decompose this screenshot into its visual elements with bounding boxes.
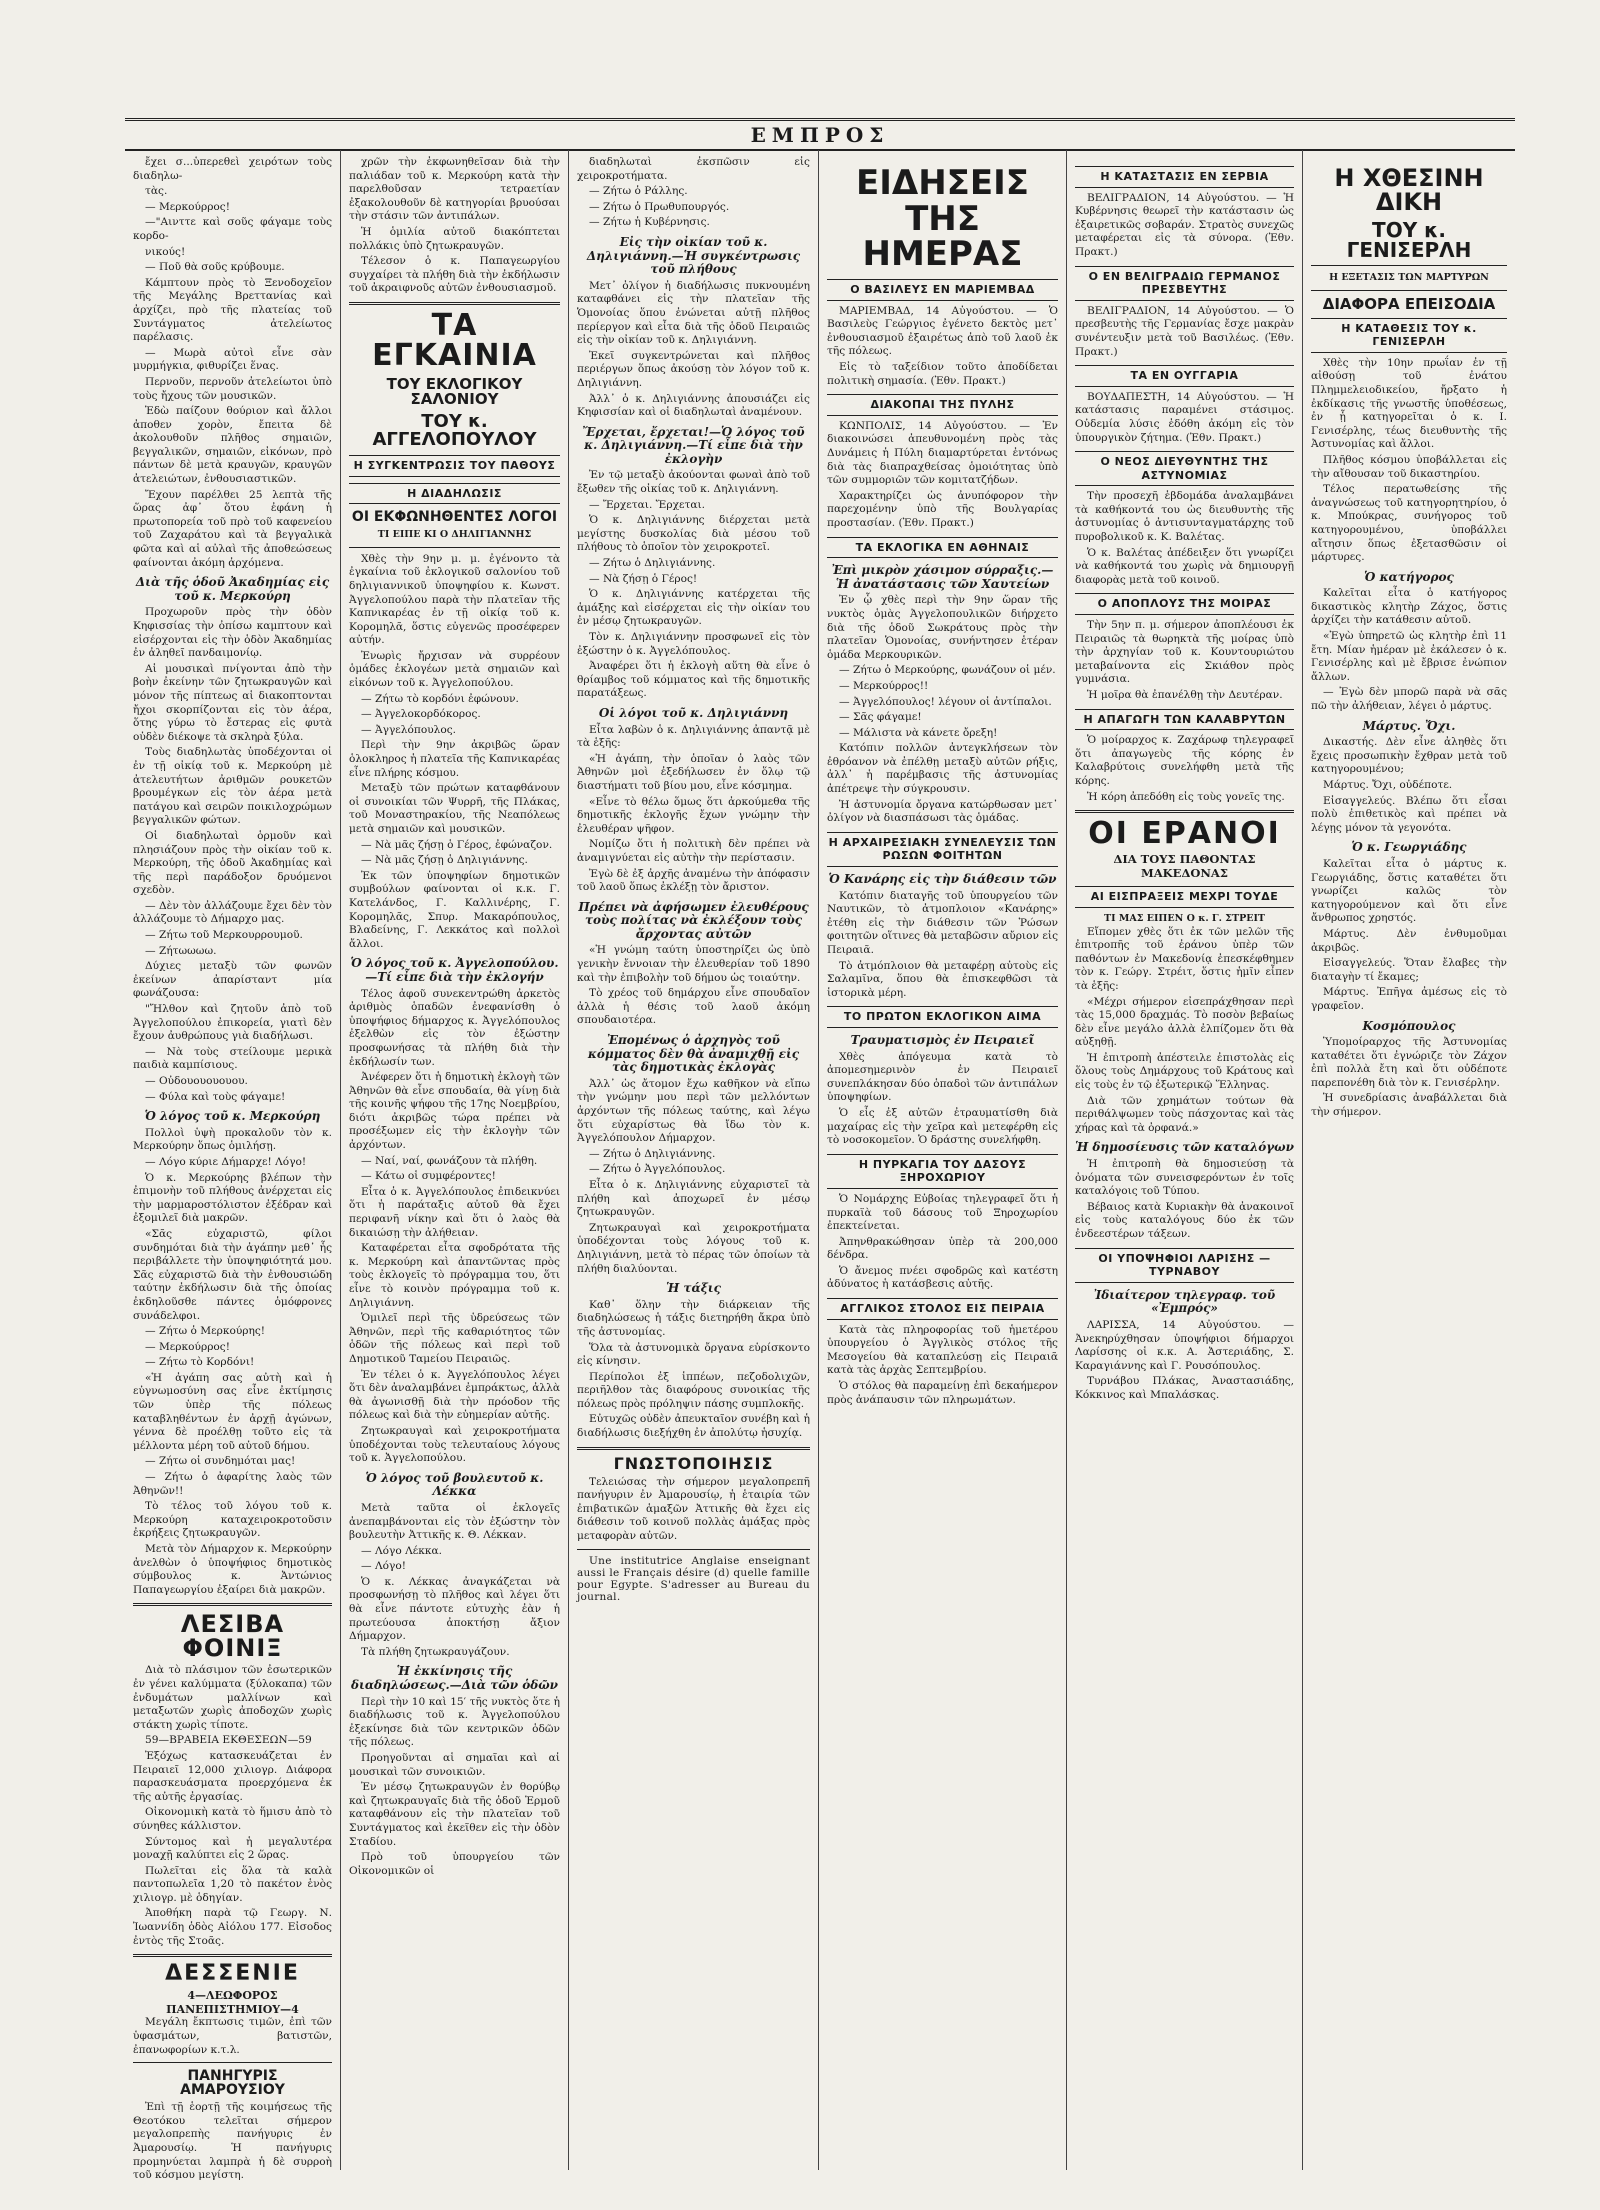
news-title: Ο ΒΑΣΙΛΕΥΣ ΕΝ ΜΑΡΙΕΜΒΑΔ bbox=[827, 279, 1058, 301]
paragraph: — Ζήτω ὁ Πρωθυπουργός. bbox=[589, 200, 730, 213]
paragraph: Τυρνάβου Πλάκας, Ἀναστασιάδης, Κόκκινος καὶ Μπαλάσκας. bbox=[1075, 1375, 1294, 1401]
paragraph: — Μωρὰ αὐτοὶ εἶνε σὰν μυρμήγκια, φιθυρίζει ἕνας. bbox=[133, 346, 332, 373]
col3-body-2 bbox=[577, 469, 810, 701]
news-subhead: Ὁ Κανάρης εἰς τὴν διάθεσιν τῶν bbox=[828, 872, 1057, 887]
french-ad bbox=[577, 1555, 810, 1603]
eranoi-subtitle-2: ΑΙ ΕΙΣΠΡΑΞΕΙΣ ΜΕΧΡΙ ΤΟΥΔΕ bbox=[1075, 886, 1294, 908]
paragraph: «Ἡ ἀγάπη σας αὐτὴ καὶ ἡ εὐγνωμοσύνη σας εἶνε ἐκτίμησις τῶν ὑπὲρ τῆς πόλεως καταβληθέντων ἐν ἀρχῇ ἀγώνων, γέννα δὲ προέλθῃ τοῦτο εἰς τὰ μέλλοντα μέρη τοῦ αὐτοῦ δήμου. bbox=[133, 1371, 332, 1452]
paragraph: Ὑπομοίραρχος τῆς Ἀστυνομίας καταθέτει ὅτι ἐγνώριζε τὸν Ζάχον ἐπὶ πολλὰ ἔτη καὶ ὅτι οὐδέποτε παρεπονέθη διὰ τὸν κ. Γενισέρλην. bbox=[1311, 1036, 1507, 1089]
paragraph: — Ζήτω ὁ Μερκούρης, φωνάζουν οἱ μέν. bbox=[839, 664, 1056, 677]
paragraph: Μετὰ ταῦτα οἱ ἐκλογεῖς ἀνεπαμβάνονται εἰς τὸν ἐξώστην τὸν βουλευτὴν Ἀττικῆς κ. Θ. Λέκκαν. bbox=[349, 1501, 560, 1542]
section-title: Η ΔΙΑΔΗΛΩΣΙΣ bbox=[349, 483, 560, 505]
paragraph: Εὐτυχῶς οὐδὲν ἀπευκταῖον συνέβη καὶ ἡ διαδήλωσις διεξήχθη ἐν ἀπολύτῳ ἡσυχίᾳ. bbox=[577, 1413, 810, 1440]
paragraph: Εἶτα λαβὼν ὁ κ. Δηλιγιάννης ἀπαντᾷ μὲ τὰ ἑξῆς: bbox=[577, 723, 810, 750]
paragraph: — Νὰ ζήσῃ ὁ Γέρος! bbox=[589, 572, 698, 585]
paragraph: Μεγάλη ἔκπτωσις τιμῶν, ἐπὶ τῶν ὑφασμάτων, βατιστῶν, ἐπανωφορίων κ.τ.λ. bbox=[133, 2016, 332, 2056]
paragraph: «Σᾶς εὐχαριστῶ, φίλοι συνδημόται διὰ τὴν ἀγάπην μεθ᾽ ἧς περιβάλλετε τὴν ὑποψηφιότητά μου. Σᾶς εὐχαριστῶ διὰ τὴν ἐνθουσιώδη ταύτην ἐκδήλωσιν διὰ τῆς ὁποίας ἐκδηλοῦσθε πάντες ὁμόφρονες συνάδελφοι. bbox=[133, 1227, 332, 1322]
columns bbox=[125, 150, 1515, 2182]
col3-top bbox=[577, 156, 810, 230]
paragraph: — Σᾶς φάγαμε! bbox=[839, 711, 922, 724]
paragraph: — Ζήτω ὁ Ἀγγελόπουλος. bbox=[589, 1163, 726, 1176]
paragraph: Ἡ ἀστυνομία ὄργανα κατώρθωσαν μετ᾽ ὀλίγον νὰ διασπάσωσι τὰς ὁμάδας. bbox=[827, 798, 1058, 825]
paragraph: Ἐξόχως κατασκευάζεται ἐν Πειραιεῖ 12,000 χιλιογρ. Διάφορα παρασκευάσματα προερχόμενα ἐκ τῆς αὐτῆς ἐργασίας. bbox=[133, 1749, 332, 1803]
paragraph: — Ζήτω οἱ συνδημόται μας! bbox=[145, 1455, 296, 1468]
paragraph: Ἀπηνθρακώθησαν ὑπὲρ τὰ 200,000 δένδρα. bbox=[827, 1235, 1058, 1262]
paragraph: Διὰ τῶν χρημάτων τούτων θὰ περιθάλψωμεν τοὺς πάσχοντας καὶ τὰς χήρας καὶ τὰ ὀρφανά.» bbox=[1075, 1094, 1294, 1134]
col3-subhead-1: Εἰς τὴν οἰκίαν τοῦ κ. Δηλιγιάννη.—Ἡ συγκέντρωσις τοῦ πλήθους bbox=[586, 234, 801, 277]
paragraph: — Ζήτω ὁ Ράλλης. bbox=[589, 185, 688, 198]
paragraph: Περὶ τὴν 9ην ἀκριβῶς ὥραν ὁλοκληρος ἡ πλατεῖα τῆς Καπνικαρέας εἶνε πλήρης κόσμου. bbox=[349, 739, 560, 779]
news-subhead: Ἰδιαίτερον τηλεγραφ. τοῦ «Ἐμπρός» bbox=[1093, 1287, 1276, 1316]
paragraph: Ὁ μοίραρχος κ. Ζαχάρωφ τηλεγραφεῖ ὅτι ἀπαγωγεὺς τῆς κόρης ἐν Καλαβρύτοις συνελήφθη μετὰ τῆς κόρης. bbox=[1075, 734, 1294, 787]
divider bbox=[133, 1954, 332, 1957]
news-body bbox=[827, 1051, 1058, 1148]
paragraph: Ὁ κ. Βαλέτας ἀπέδειξεν ὅτι γνωρίζει νὰ καθήκοντά του χωρὶς νὰ δημιουργῇ διαφορὰς μετὰ τοῦ κοινοῦ. bbox=[1075, 546, 1294, 586]
col2-subhead-2: Ὁ λόγος τοῦ βουλευτοῦ κ. Λέκκα bbox=[365, 1470, 544, 1499]
paragraph: Χθὲς τὴν 9ην μ. μ. ἐγένοντο τὰ ἐγκαίνια τοῦ ἐκλογικοῦ σαλονίου τοῦ δηλιγιαννικοῦ ὑποψηφίου κ. Κωνστ. Ἀγγελοπούλου παρὰ τὴν πλατεῖαν τῆς Καπνικαρέας ἐν τῇ οἰκίᾳ τοῦ κ. Κορομηλᾶ, ὅστις εὐγενῶς προσέφερεν αὐτήν. bbox=[349, 552, 560, 647]
paragraph: Τὸ ἀτμόπλοιον θὰ μεταφέρῃ αὐτοὺς εἰς Σαλαμῖνα, ὅπου θὰ ἐπισκεφθῶσι τὰ ἱστορικὰ μέρη. bbox=[827, 959, 1058, 999]
col1-subhead-1: Διὰ τῆς ὁδοῦ Ἀκαδημίας εἰς τοῦ κ. Μερκούρη bbox=[135, 575, 330, 603]
news-title: Ο ΑΠΟΠΛΟΥΣ ΤΗΣ ΜΟΙΡΑΣ bbox=[1075, 593, 1294, 615]
headline-eidiseis: ΕΙΔΗΣΕΙΣ ΤΗΣ ΗΜΕΡΑΣ bbox=[856, 163, 1029, 275]
paragraph: Περίπολοι ἐξ ἱππέων, πεζοδολιχῶν, περιῆλθον τὰς διαφόρους συνοικίας τῆς πόλεως πρὸς πρόληψιν πάσης συμπλοκῆς. bbox=[577, 1370, 810, 1410]
paragraph: ΒΕΛΙΓΡΑΔΙΟΝ, 14 Αὐγούστου. — Ὁ πρεσβευτὴς τῆς Γερμανίας ἔσχε μακρὰν συνέντευξιν μετὰ τοῦ Βασιλέως. (Ἐθν. Πρακτ.) bbox=[1075, 304, 1294, 358]
paragraph: Ἐν μέσῳ ζητωκραυγῶν ἐν θορύβῳ καὶ ζητωκραυγαῖς διὰ τῆς ὁδοῦ Ἑρμοῦ καταφθάνουν εἰς τὴν πλατεῖαν τοῦ Συντάγματος καὶ ἐκεῖθεν εἰς τὴν ὁδὸν Σταδίου. bbox=[349, 1781, 560, 1848]
ad-body-dessenie bbox=[133, 2016, 332, 2057]
eranoi-subtitle: ΔΙΑ ΤΟΥΣ ΠΑΘΟΝΤΑΣ ΜΑΚΕΔΟΝΑΣ bbox=[1113, 852, 1256, 880]
column-1 bbox=[125, 150, 341, 2182]
section-title: Η ΚΑΤΑΘΕΣΙΣ ΤΟΥ κ. ΓΕΝΙΣΕΡΛΗ bbox=[1311, 318, 1507, 353]
paragraph: Εἰσαγγελεύς. Βλέπω ὅτι εἶσαι πολὺ ἐπιθετικὸς καὶ πρέπει νὰ λέγῃς μόνον τὰ γεγονότα. bbox=[1311, 794, 1507, 834]
paragraph: Ὁ εἷς ἐξ αὐτῶν ἐτραυματίσθη διὰ μαχαίρας εἰς τὴν χεῖρα καὶ μετεφέρθη εἰς τὸ νοσοκομεῖον. Ὁ δράστης συνελήφθη. bbox=[827, 1106, 1058, 1147]
paragraph: «Μέχρι σήμερον εἰσεπράχθησαν περὶ τὰς 15,000 δραχμάς. Τὸ ποσὸν βεβαίως δὲν εἶνε μεγάλο ἀλλὰ ἐλπίζομεν ὅτι θὰ αὐξηθῇ. bbox=[1075, 995, 1294, 1049]
paragraph: Ὁ ἄνεμος πνέει σφοδρῶς καὶ κατέστη ἀδύνατος ἡ κατάσβεσις αὐτῆς. bbox=[827, 1264, 1058, 1291]
paragraph: — Ζήτω ὁ ἀφαρίτης λαὸς τῶν Ἀθηνῶν!! bbox=[133, 1471, 332, 1497]
news-body bbox=[827, 1193, 1058, 1292]
col3-body-4 bbox=[577, 944, 810, 1028]
divider bbox=[577, 1549, 810, 1550]
paragraph: Δύχιες μεταξὺ τῶν φωνῶν ἐκείνων ἀπαρίσταντ μία φωνάζουσα: bbox=[133, 960, 332, 1000]
paragraph: Ἐπὶ τῇ ἑορτῇ τῆς κοιμήσεως τῆς Θεοτόκου τελεῖται σήμερον μεγαλοπρεπὴς πανήγυρις ἐν Ἀμαρουσίῳ. Ἡ πανήγυρις προμηνύεται λαμπρὰ ἡ δὲ συρροὴ τοῦ κόσμου μεγίστη. bbox=[133, 2101, 332, 2182]
paragraph: Ζητωκραυγαὶ καὶ χειροκροτήματα ὑποδέχονται τοὺς τελευταίους λόγους τοῦ κ. Ἀγγελοπούλου. bbox=[349, 1424, 560, 1465]
headline-egkainia-2: ΤΟΥ ΕΚΛΟΓΙΚΟΥ ΣΑΛΟΝΙΟΥ bbox=[386, 374, 523, 408]
paragraph: Ἑδὼ παίζουν θούριον καὶ ἄλλοι ἀποθεν χορὸν, ἔπειτα δὲ ἀκολουθοῦν πλῆθος σημαιῶν, βεγγαλικῶν, σημαιῶν, εἰκόνων, πρὸ πάντων δὲ μετὰ κραυγῶν, κραυγῶν ἀτελειώτων, ἐνθουσιαστικῶν. bbox=[133, 405, 332, 486]
paragraph: Ὁ κ. Δηλιγιάννης κατέρχεται τῆς ἁμάξης καὶ εἰσέρχεται εἰς τὴν οἰκίαν του ἐν μέσῳ ζητωκραυγῶν. bbox=[577, 588, 810, 628]
paragraph: Μάρτυς. Ἐπῆγα ἀμέσως εἰς τὸ γραφεῖον. bbox=[1311, 986, 1507, 1012]
paragraph: ΒΟΥΔΑΠΕΣΤΗ, 14 Αὐγούστου. — Ἡ κατάστασις παραμένει στάσιμος. Οὐδεμία λύσις ἐδόθη ἀκόμη εἰς τὸν ὑπουργικὸν ζήτημα. (Ἐθν. Πρακτ.) bbox=[1075, 390, 1294, 444]
headline-diki: Η ΧΘΕΣΙΝΗ ΔΙΚΗ bbox=[1334, 164, 1484, 216]
paragraph: ΒΕΛΙΓΡΑΔΙΟΝ, 14 Αὐγούστου. — Ἡ Κυβέρνησις θεωρεῖ τὴν κατάστασιν ὡς ἐξαιρετικῶς σοβαράν. Στρατὸς συνεχῶς μεταφέρεται εἰς τὰ σύνορα. (Ἐθν. Πρακτ.) bbox=[1075, 191, 1294, 258]
headline-egkainia-3: ΤΟΥ κ. ΑΓΓΕΛΟΠΟΥΛΟΥ bbox=[372, 410, 537, 450]
paragraph: Δικαστής. Δὲν εἶνε ἀληθὲς ὅτι ἔχεις προσωπικὴν ἔχθραν μετὰ τοῦ κατηγορουμένου; bbox=[1311, 736, 1507, 776]
headline-eranoi: ΟΙ ΕΡΑΝΟΙ bbox=[1088, 816, 1281, 852]
ad-title-dessenie: ΔΕΣΣΕΝΙΕ bbox=[165, 1961, 300, 1987]
paragraph: Καταφέρεται εἶτα σφοδρότατα τῆς κ. Μερκούρη καὶ ἀπαντῶντας πρὸς τοὺς ἐκλογεῖς τὸ πρόγραμμα του, ὅτι εἶνε τὸ κοινὸν πρόγραμμα τοῦ κ. Δηλιγιάννη. bbox=[349, 1242, 560, 1309]
divider bbox=[1075, 810, 1294, 813]
ad-body-panigyris bbox=[133, 2101, 332, 2183]
paragraph: — Μάλιστα νὰ κάνετε ὄρεξη! bbox=[839, 726, 998, 739]
paragraph: 59—ΒΡΑΒΕΙΑ ΕΚΘΕΣΕΩΝ—59 bbox=[145, 1734, 312, 1747]
divider bbox=[349, 547, 560, 548]
eranoi-body bbox=[1075, 926, 1294, 1136]
paragraph: Ὁ κ. Μερκούρης βλέπων τὴν ἐπιμονὴν τοῦ πλήθους ἀνέρχεται εἰς τὴν μαρμαροστόλιστον ἐξέδραν καὶ ἐξομιλεῖ διὰ μακρῶν. bbox=[133, 1171, 332, 1225]
paragraph: Ἡ μοῖρα θὰ ἐπανέλθῃ τὴν Δευτέραν. bbox=[1087, 689, 1283, 701]
trial-subhead: Ὁ κατήγορος bbox=[1364, 569, 1454, 584]
trial-subhead: Κοσμόπουλος bbox=[1362, 1018, 1456, 1033]
paragraph: Τὸ τέλος τοῦ λόγου τοῦ κ. Μερκούρη καταχειροκροτοῦσιν ἐκρήξεις ζητωκραυγῶν. bbox=[133, 1500, 332, 1540]
news-body bbox=[1075, 734, 1294, 804]
news-subhead: Τραυματισμὸς ἐν Πειραιεῖ bbox=[850, 1032, 1035, 1047]
paragraph: ΜΑΡΙΕΜΒΑΔ, 14 Αὐγούστου. — Ὁ Βασιλεὺς Γεώργιος ἐγένετο δεκτὸς μετ᾽ ἐνθουσιασμοῦ ἐξαιρέτως ἀπὸ τοῦ λαοῦ ἐκ τῆς πόλεως. bbox=[827, 304, 1058, 358]
news-body bbox=[1075, 490, 1294, 587]
col3-subhead-2: Ἔρχεται, ἔρχεται!—Ὁ λόγος τοῦ κ. Δηλιγιάννη.—Τί εἶπε διὰ τὴν ἐκλογὴν bbox=[582, 424, 805, 466]
trial-body-4 bbox=[1311, 858, 1507, 1014]
paragraph: Ἔχουν παρέλθει 25 λεπτὰ τῆς ὥρας ἀφ᾽ ὅτου ἐφάνη ἡ πρωτοπορεία τοῦ πρὸ τοῦ καφενείου τοῦ Ζαχαράτου καὶ τὰ βεγγαλικὰ φῶτα καὶ αἱ αὐλαὶ τῆς ἀποθεώσεως φαίνονται ἀκόμη ἀρχόμενα. bbox=[133, 488, 332, 569]
paragraph: Εἶτα ὁ κ. Δηλιγιάννης εὐχαριστεῖ τὰ πλήθη καὶ ἀποχωρεῖ ἐν μέσῳ ζητωκραυγῶν. bbox=[577, 1178, 810, 1219]
paragraph: Τὴν 5ην π. μ. σήμερον ἀποπλέουσι ἐκ Πειραιῶς τὰ θωρηκτὰ τῆς μοίρας ὑπὸ τὴν ἀρχηγίαν τοῦ κ. Κουντουριώτου μεταβαίνοντα εἰς Σκιάθον πρὸς γυμνάσια. bbox=[1075, 619, 1294, 686]
paragraph: Μετ᾽ ὀλίγον ἡ διαδήλωσις πυκνουμένη καταφθάνει εἰς τὴν πλατεῖαν τῆς Ὁμονοίας ὅπου ἐνώνεται αὐτῇ πλῆθος περίεργον καὶ εἶτα διὰ τῆς ὁδοῦ Πειραιῶς εἰς τὴν οἰκίαν τοῦ κ. Δηλιγιάννη. bbox=[577, 279, 810, 347]
col2-subhead-3: Ἡ ἐκκίνησις τῆς διαδηλώσεως.—Διὰ τῶν ὁδῶν bbox=[351, 1664, 558, 1693]
paragraph: Καθ᾽ ὅλην τὴν διάρκειαν τῆς διαδηλώσεως ἡ τάξις διετηρήθη ἄκρα ὑπὸ τῆς ἀστυνομίας. bbox=[577, 1298, 810, 1338]
divider bbox=[133, 1603, 332, 1606]
ad-title-lesiva: ΛΕΣΙΒΑ ΦΟΙΝΙΞ bbox=[180, 1610, 285, 1663]
divider bbox=[349, 302, 560, 305]
section-title: Η ΣΥΓΚΕΝΤΡΩΣΙΣ ΤΟΥ ΠΑΘΟΥΣ bbox=[349, 455, 560, 477]
paragraph: Αἱ μουσικαὶ πνίγονται ἀπὸ τὴν βοὴν ἐκείνην τῶν ζητωκραυγῶν καὶ μόνον τῆς πίπτεως αἱ διακοπτονται ἤχοι σκορπίζονται εἰς τὸν ἀέρα, ὅτης γύρω τὸ ἔστερας εἰς φυτὰ οὐδὲν διέκοψε τὰ σκληρὰ ξύλα. bbox=[133, 662, 332, 743]
news-body bbox=[1075, 192, 1294, 260]
paragraph: — Νὰ μᾶς ζήσῃ ὁ Δηλιγιάννης. bbox=[361, 854, 528, 867]
paragraph: Κατόπιν διαταγῆς τοῦ ὑπουργείου τῶν Ναυτικῶν, τὸ ἀτμοπλοιον «Κανάρης» ἐτέθη εἰς τὴν διάθεσιν τῶν Ῥώσων φοιτητῶν οἵτινες θὰ μεταβῶσιν αὔριον εἰς Πειραιᾶ. bbox=[827, 889, 1058, 956]
paragraph: Τέλος περατωθείσης τῆς ἀναγνώσεως τοῦ κατηγορητηρίου, ὁ κ. Μπούκρας, συνήγορος τοῦ κατηγορουμένου, ὑποβάλλει αἴτησιν ὅπως ἐξετασθῶσιν οἱ μάρτυρες. bbox=[1311, 483, 1507, 564]
notice-body bbox=[577, 1476, 810, 1544]
divider bbox=[1311, 290, 1507, 291]
col2-body bbox=[349, 553, 560, 952]
column-2 bbox=[341, 150, 569, 2170]
col2-subhead-1: Ὁ λόγος τοῦ κ. Ἀγγελοπούλου.—Τί εἶπε διὰ τὴν ἐκλογήν bbox=[350, 956, 559, 984]
paragraph: Ἀλλ᾽ ὡς ἄτομον ἔχω καθῆκον νὰ εἴπω τὴν γνώμην μου περὶ τῶν μελλόντων ἀρχόντων τῆς πόλεως ταύτης, καὶ λέγω ὅτι εὐχαρίστως θὰ ἴδω τὸν κ. Ἀγγελόπουλον Δήμαρχον. bbox=[577, 1077, 810, 1145]
paragraph: Διὰ τὸ πλάσιμον τῶν ἐσωτερικῶν ἐν γένει καλύμματα (ξύλοκαπα) τῶν ἐνδυμάτων μαλλίνων καὶ μεταξωτῶν χωρὶς ἀποδοχῶν χωρὶς στάκτη χωρὶς τίποτε. bbox=[133, 1664, 332, 1731]
section-title: Η ΕΞΕΤΑΣΙΣ ΤΩΝ ΜΑΡΤΥΡΩΝ bbox=[1329, 272, 1489, 283]
section-title: ΟΙ ΕΚΦΩΝΗΘΕΝΤΕΣ ΛΟΓΟΙ bbox=[351, 509, 558, 526]
paragraph: Ἀνέφερεν ὅτι ἡ δημοτικὴ ἐκλογὴ τῶν Ἀθηνῶν θὰ εἶνε σπουδαία, θὰ γίνῃ διὰ τῆς κοινῆς ψήφου τῆς 17ης Νοεμβρίου, διότι ἀκριβῶς τώρα πρέπει νὰ προσέξωμεν εἰς τὴν ἐκλογὴν τῶν ἀρχόντων. bbox=[349, 1071, 560, 1152]
paragraph: Μετὰ τὸν Δήμαρχον κ. Μερκούρην ἀνελθὼν ὁ ὑποψήφιος δημοτικὸς σύμβουλος κ. Ἀντώνιος Παπαγεωργίου ἐξαίρει διὰ μακρῶν. bbox=[133, 1543, 332, 1596]
col3-body-3 bbox=[577, 724, 810, 895]
paragraph: Εἴπομεν χθὲς ὅτι ἐκ τῶν μελῶν τῆς ἐπιτροπῆς τοῦ ἐράνου ὑπὲρ τῶν παθόντων ἐν Μακεδονίᾳ ἐπεσκέφθημεν τὸν κ. Γεώργ. Στρέιτ, ὅστις ἡμῖν εἶπεν τὰ ἑξῆς: bbox=[1075, 925, 1294, 992]
headline-diki-2: ΤΟΥ κ. ΓΕΝΙΣΕΡΛΗ bbox=[1346, 218, 1472, 262]
eranoi-body-2 bbox=[1075, 1158, 1294, 1242]
paragraph: — Ζήτωωωω. bbox=[145, 944, 217, 957]
news-body bbox=[827, 594, 1058, 826]
paragraph: Καλεῖται εἶτα ὁ μάρτυς κ. Γεωργιάδης, ὅστις καταθέτει ὅτι γνωρίζει καλῶς τὸν κατηγορούμενον καὶ ὅτι εἶνε ἄνθρωπος χρηστός. bbox=[1311, 857, 1507, 925]
paragraph: Καλεῖται εἶτα ὁ κατήγορος δικαστικὸς κλητὴρ Ζάχος, ὅστις ἀρχίζει τὴν κατάθεσιν αὐτοῦ. bbox=[1311, 587, 1507, 627]
paragraph: Τὸν κ. Δηλιγιάννην προσφωνεῖ εἰς τὸν ἐξώστην ὁ κ. Ἀγγελόπουλος. bbox=[577, 631, 810, 657]
paragraph: Μεταξὺ τῶν πρώτων καταφθάνουν οἱ συνοικίαι τῶν Ψυρρῆ, τῆς Πλάκας, τοῦ Μοναστηρακίου, τῆς Νεαπόλεως μετὰ σημαιῶν καὶ μουσικῶν. bbox=[349, 782, 560, 835]
col1-subhead-2: Ὁ λόγος τοῦ κ. Μερκούρη bbox=[144, 1109, 321, 1124]
news-title: ΟΙ ΥΠΟΨΗΦΙΟΙ ΛΑΡΙΣΗΣ — ΤΥΡΝΑΒΟΥ bbox=[1075, 1248, 1294, 1283]
divider bbox=[1311, 265, 1507, 266]
news-body bbox=[827, 305, 1058, 389]
paragraph: Πλῆθος κόσμου ὑποβάλλεται εἰς τὴν αἴθουσαν τοῦ δικαστηρίου. bbox=[1311, 453, 1507, 480]
paragraph: — Ζήτω ὁ Μερκούρης! bbox=[145, 1325, 266, 1338]
paragraph: — Δὲν τὸν ἀλλάζουμε ἔχει δὲν τὸν ἀλλάζουμε τὸ Δήμαρχο μας. bbox=[133, 899, 332, 926]
news-title: Η ΑΡΧΑΙΡΕΣΙΑΚΗ ΣΥΝΕΛΕΥΣΙΣ ΤΩΝ ΡΩΣΩΝ ΦΟΙΤΗΤΩΝ bbox=[827, 832, 1058, 867]
paragraph: Τέλος ἀφοῦ συνεκεντρώθη ἀρκετὸς ἀριθμὸς ὁπαδῶν ἐνεφανίσθη ὁ ὑποψήφιος δήμαρχος κ. Ἀγγελόπουλος ἐξελθὼν εἰς τὸν ἐξώστην προσφωνήσας τὰ πλήθη διὰ τὴν ἐκδήλωσίν των. bbox=[349, 987, 560, 1068]
masthead bbox=[125, 118, 1515, 151]
paragraph: — Ἀγγελόπουλος! λέγουν οἱ ἀντίπαλοι. bbox=[839, 695, 1052, 708]
paragraph: Ἐν ᾧ χθὲς περὶ τὴν 9ην ὥραν τῆς νυκτὸς ὁμὰς Ἀγγελοπουλικῶν διήρχετο διὰ τῆς ὁδοῦ Σωκράτους πρὸς τὴν πλατεῖαν Ὁμονοίας, συνήντησεν ἑτέραν ὁμάδα Μερκουρικῶν. bbox=[827, 594, 1058, 661]
paragraph: Ἡ ἐπιτροπὴ ἀπέστειλε ἐπιστολὰς εἰς ὅλους τοὺς Δημάρχους τοῦ Κράτους καὶ εἰς τοὺς ἐν τῷ ἐξωτερικῷ Ἕλληνας. bbox=[1075, 1051, 1294, 1092]
paragraph: Μάρτυς. Δὲν ἐνθυμοῦμαι ἀκριβῶς. bbox=[1311, 927, 1507, 954]
paragraph: Οἰκονομικὴ κατὰ τὸ ἥμισυ ἀπὸ τὸ σύνηθες κάλλιστον. bbox=[133, 1806, 332, 1832]
col3-body-5 bbox=[577, 1078, 810, 1276]
paragraph: διαδηλωταὶ ἐκσπῶσιν εἰς χειροκροτήματα. bbox=[577, 156, 810, 182]
section-title: ΤΙ ΕΙΠΕ ΚΙ Ο ΔΗΛΙΓΙΑΝΝΗΣ bbox=[377, 529, 532, 541]
paragraph: Κάμπτουν πρὸς τὸ Ξενοδοχεῖον τῆς Μεγάλης Βρεττανίας καὶ ἀρχίζει, πρὸ τῆς πλατείας τοῦ Συντάγματος ἀτελείωτος παρέλασις. bbox=[133, 276, 332, 344]
col1-mid bbox=[133, 606, 332, 1104]
trial-body-5 bbox=[1311, 1036, 1507, 1120]
paragraph: Κατόπιν πολλῶν ἀντεγκλήσεων τὸν ἐθρόανον νὰ ἐπέλθῃ μεταξὺ αὐτῶν ρήξις, ἀλλ᾽ ἡ παρέμβασις τῆς ἀστυνομίας ἀπέτρεψε τὴν σύγκρουσιν. bbox=[827, 742, 1058, 796]
paragraph: Νομίζω ὅτι ἡ πολιτικὴ δὲν πρέπει νὰ ἀναμιγνύεται εἰς αὐτὴν τὴν περίστασιν. bbox=[577, 838, 810, 864]
paragraph: Ἡ κόρη ἀπεδόθη εἰς τοὺς γονεῖς της. bbox=[1087, 790, 1285, 803]
col3-subhead-5: Ἐπομένως ὁ ἀρχηγὸς τοῦ κόμματος δὲν θὰ ἀναμιχθῇ εἰς τὰς δημοτικὰς ἐκλογὰς bbox=[587, 1033, 800, 1075]
col1-top bbox=[133, 156, 332, 570]
eranoi-subhead: Ἡ δημοσίευσις τῶν καταλόγων bbox=[1075, 1140, 1294, 1155]
paragraph: Χθὲς τὴν 10ην πρωΐαν ἐν τῇ αἰθούσῃ τοῦ ἐνάτου Πλημμελειοδικείου, ἤρξατο ἡ ἐκδίκασις τῆς γνωστῆς ὑποθέσεως, ἐν ᾗ κατηγορεῖται ὁ κ. Ι. Γενισέρλης, τέως διευθυντὴς τῆς Ἀστυνομίας καὶ ἄλλοι. bbox=[1311, 356, 1507, 451]
paragraph: «Εἶνε τὸ θέλω ὅμως ὅτι ἀρκούμεθα τῆς δημοτικῆς ἐκλογῆς ἔχων γνώμην τὴν ἐλευθέραν ψῆφον. bbox=[577, 795, 810, 835]
paragraph: — Ζήτω τοῦ Μερκουρρουμοῦ. bbox=[145, 929, 303, 942]
paragraph: Τελειώσας τὴν σήμερον μεγαλοπρεπῆ πανήγυριν ἐν Ἀμαρουσίῳ, ἡ ἑταιρία τῶν ἐπιβατικῶν ἁμαξῶν Ἀττικῆς θὰ ἔχει εἰς διάθεσιν τοῦ κοινοῦ πολλὰς ἁμάξας πρὸς μεταφορὰν αὐτῶν. bbox=[577, 1475, 810, 1543]
paragraph: Ἐγὼ δὲ ἐξ ἀρχῆς ἀναμένω τὴν ἀπόφασιν τοῦ λαοῦ ὅπως ἐκλέξῃ τὸν ἄριστον. bbox=[577, 867, 810, 894]
paragraph: Ἡ συνεδρίασις ἀναβάλλεται διὰ τὴν σήμερον. bbox=[1311, 1092, 1507, 1119]
paragraph: «Ἡ ἀγάπη, τὴν ὁποῖαν ὁ λαὸς τῶν Ἀθηνῶν μοὶ ἐξεδήλωσεν ἐν ὅλῳ τῷ διαστήματι τοῦ βίου μου, εἶνε κόσμημα. bbox=[577, 752, 810, 792]
news-title: Η ΠΥΡΚΑΓΙΑ ΤΟΥ ΔΑΣΟΥΣ ΞΗΡΟΧΩΡΙΟΥ bbox=[827, 1154, 1058, 1189]
paragraph: «Ἡ γνώμη ταύτη ὑποστηρίζει ὡς ὑπὸ γενικὴν ἔννοιαν τὴν ἐλευθερίαν τοῦ 1890 καὶ τὴν ἐπιβολὴν τοῦ δήμου ὡς τοιαύτην. bbox=[577, 944, 810, 984]
paragraph: Ὁ κ. Δηλιγιάννης διέρχεται μετὰ μεγίστης δυσκολίας διὰ μέσου τοῦ πλήθους τὸ ὁποῖον τὸν χειροκροτεῖ. bbox=[577, 514, 810, 554]
news-title: ΔΙΑΚΟΠΑΙ ΤΗΣ ΠΥΛΗΣ bbox=[827, 394, 1058, 416]
paragraph: Χθὲς ἀπόγευμα κατὰ τὸ ἀπομεσημερινὸν ἐν Πειραιεῖ συνεπλάκησαν δύο ὁπαδοὶ τῶν ἀντιπάλων ὑποψηφίων. bbox=[827, 1050, 1058, 1104]
paragraph: Οἱ διαδηλωταὶ ὁρμοῦν καὶ πλησιάζουν πρὸς τὴν οἰκίαν τοῦ κ. Μερκούρη, τῆς ὁδοῦ Ἀκαδημίας καὶ τῆς περὶ παράδοξον δρυόμενοι σχεδὸν. bbox=[133, 829, 332, 897]
news-body bbox=[1075, 305, 1294, 359]
paragraph: Ἡ ὁμιλία αὐτοῦ διακόπτεται πολλάκις ὑπὸ ζητωκραυγῶν. bbox=[349, 225, 560, 252]
col3-subhead-6: Ἡ τάξις bbox=[666, 1281, 721, 1296]
paragraph: Ἐνωρὶς ἤρχισαν νὰ συρρέουν ὁμάδες ἐκλογέων μετὰ σημαιῶν καὶ εἰκόνων τοῦ κ. Ἀγγελοπούλου. bbox=[349, 649, 560, 690]
trial-body-3 bbox=[1311, 736, 1507, 835]
col2-body-4 bbox=[349, 1696, 560, 1879]
column-3 bbox=[569, 150, 819, 2170]
news-title: Η ΚΑΤΑΣΤΑΣΙΣ ΕΝ ΣΕΡΒΙΑ bbox=[1075, 166, 1294, 188]
paragraph: — Ποῦ θὰ σοῦς κρύβουμε. bbox=[145, 261, 285, 274]
paragraph: χρῶν τὴν ἐκφωνηθεῖσαν διὰ τὴν παλιάδαν τοῦ κ. Μερκούρη κατὰ τὴν παρελθοῦσαν τετραετίαν ἐξακολουθοῦν δὲ κατηγορίαι βρυούσαι τὴν στάσιν τῶν ἀντιπάλων. bbox=[349, 156, 560, 223]
trial-subhead: Ὁ κ. Γεωργιάδης bbox=[1351, 840, 1467, 855]
paragraph: Ὅλα τὰ ἀστυνομικὰ ὄργανα εὑρίσκοντο εἰς κίνησιν. bbox=[577, 1341, 810, 1368]
col2-body-2 bbox=[349, 988, 560, 1466]
paragraph: Ἐν τέλει ὁ κ. Ἀγγελόπουλος λέγει ὅτι δὲν ἀναλαμβάνει ἐμπράκτως, ἀλλὰ θὰ ἀγωνισθῇ διὰ τὴν πρόοδον τῆς πόλεως καὶ διὰ τὴν εὐημερίαν αὐτῆς. bbox=[349, 1368, 560, 1422]
paragraph: — Μερκούρρος! bbox=[145, 200, 230, 213]
paragraph: ΛΑΡΙΣΣΑ, 14 Αὐγούστου. — Ἀνεκηρύχθησαν ὑποψήφιοι δήμαρχοι Λαρίσσης οἱ κ.κ. Α. Ἀστεριάδης, Σ. Καραγιάννης καὶ Γ. Ρουσόπουλος. bbox=[1075, 1318, 1294, 1372]
ad-body-lesiva bbox=[133, 1664, 332, 1948]
divider bbox=[577, 1447, 810, 1450]
column-5 bbox=[1067, 150, 1303, 2170]
paragraph: ἔχει σ...ὑπερεθεὶ χειρότων τοὺς διαδηλω- bbox=[133, 156, 332, 182]
paragraph: Ἀποθήκη παρὰ τῷ Γεωργ. Ν. Ἰωαννίδη ὁδὸς Αἰόλου 177. Εἰσοδος ἐντὸς τῆς Στοᾶς. bbox=[133, 1907, 332, 1947]
column-6 bbox=[1303, 150, 1515, 2170]
paragraph: — Λόγο Λέκκα. bbox=[361, 1544, 442, 1557]
news-title: Ο ΝΕΟΣ ΔΙΕΥΘΥΝΤΗΣ ΤΗΣ ΑΣΤΥΝΟΜΙΑΣ bbox=[1075, 451, 1294, 486]
paragraph: Πολλοὶ ὑψὴ προκαλοῦν τὸν κ. Μερκούρην ὅπως ὁμιλήσῃ. bbox=[133, 1126, 332, 1153]
paragraph: Ἐκ τῶν ὑποψηφίων δημοτικῶν συμβούλων φαίνονται οἱ κ.κ. Γ. Κατελάνδος, Γ. Καλλινέρης, Γ. Κορομηλᾶς, Σπυρ. Μακαρόπουλος, Βλαδείνης, Γ. Λεκκάτος καὶ πολλοὶ ἄλλοι. bbox=[349, 869, 560, 950]
paragraph: Χαρακτηρίζει ὡς ἀνυπόφορον τὴν παρεχομένην ὑπὸ τῆς Βουλγαρίας προστασίαν. (Ἐθν. Πρακτ.) bbox=[827, 489, 1058, 529]
paragraph: Εἰς τὸ ταξείδιον τοῦτο ἀποδίδεται πολιτικὴ σημασία. (Ἐθν. Πρακτ.) bbox=[827, 361, 1058, 387]
paragraph: Εἰσαγγελεύς. Ὅταν ἔλαβες τὴν διαταγὴν τί ἔκαμες; bbox=[1311, 957, 1507, 983]
paragraph: Ὁ στόλος θὰ παραμείνῃ ἐπὶ δεκαήμερον πρὸς ἀνάπαυσιν τῶν πληρωμάτων. bbox=[827, 1380, 1058, 1406]
paragraph: Ζητωκραυγαὶ καὶ χειροκροτήματα ὑποδέχονται τοὺς λόγους τοῦ κ. Δηλιγιάννη, μετὰ τὸ πέρας τῶν ὁποίων τὰ πλήθη διαλύονται. bbox=[577, 1221, 810, 1275]
trial-subhead: Μάρτυς. Ὄχι. bbox=[1362, 718, 1456, 733]
masthead-title: ΕΜΠΡΟΣ bbox=[750, 123, 890, 147]
news-body bbox=[1075, 619, 1294, 703]
paragraph: Τὸ χρέος τοῦ δημάρχου εἶνε σπουδαῖον ἀλλὰ ἡ θέσις τοῦ λαοῦ ἀκόμη σπουδαιοτέρα. bbox=[577, 987, 810, 1027]
paragraph: Προχωροῦν πρὸς τὴν ὁδὸν Κηφισσίας τὴν ὀπίσω καμπτουν καὶ εἰσέρχονται εἰς τὴν ὁδὸν Ἀκαδημίας ἐν ἀληθεῖ πανδαιμονίῳ. bbox=[133, 606, 332, 660]
paragraph: — Ἔρχεται. Ἔρχεται. bbox=[589, 498, 706, 511]
paragraph: Ὁ Νομάρχης Εὐβοίας τηλεγραφεῖ ὅτι ἡ πυρκαϊὰ τοῦ δάσους τοῦ Ξηροχωρίου ἐπεκτείνεται. bbox=[827, 1192, 1058, 1233]
news-body bbox=[827, 1324, 1058, 1408]
trial-body-2 bbox=[1311, 587, 1507, 713]
paragraph: —"Αινττε καὶ σοῦς φάγαμε τοὺς κορδο- bbox=[133, 216, 332, 242]
news-title: ΑΓΓΛΙΚΟΣ ΣΤΟΛΟΣ ΕΙΣ ΠΕΙΡΑΙΑ bbox=[827, 1298, 1058, 1320]
paragraph: — Ζήτω ἡ Κυβέρνησις. bbox=[589, 216, 710, 229]
paragraph: τὰς. bbox=[145, 185, 168, 198]
news-body bbox=[827, 890, 1058, 1001]
news-title: ΤΑ ΕΝ ΟΥΓΓΑΡΙΑ bbox=[1075, 365, 1294, 387]
paragraph: Σύντομος καὶ ἡ μεγαλυτέρα μοναχῇ καλύπτει εἰς 2 ὥρας. bbox=[133, 1835, 332, 1862]
news-title: Ο ΕΝ ΒΕΛΙΓΡΑΔΙΩ ΓΕΡΜΑΝΟΣ ΠΡΕΣΒΕΥΤΗΣ bbox=[1075, 266, 1294, 301]
paragraph: Ἡ ἐπιτροπὴ θὰ δημοσιεύσῃ τὰ ὀνόματα τῶν συνεισφερόντων ἐν τοῖς καταλόγοις τοῦ Τύπου. bbox=[1075, 1158, 1294, 1198]
col3-body-6 bbox=[577, 1299, 810, 1441]
paragraph: — Λόγο κύριε Δήμαρχε! Λόγο! bbox=[145, 1155, 307, 1168]
paragraph: Ἀλλ᾽ ὁ κ. Δηλιγιάννης ἀπουσιάζει εἰς Κηφισσίαν καὶ οἱ διαδηλωταὶ ἀναμένουν. bbox=[577, 392, 810, 419]
paragraph: — Φύλα καὶ τοὺς φάγαμε! bbox=[145, 1090, 286, 1103]
ad-title-panigyris: ΠΑΝΗΓΥΡΙΣ ΑΜΑΡΟΥΣΙΟΥ bbox=[180, 2068, 285, 2099]
paragraph: Περνοῦν, περνοῦν ἀτελείωτοι ὑπὸ τοὺς ἤχους τῶν μουσικῶν. bbox=[133, 375, 332, 402]
paragraph: Τέλεσον ὁ κ. Παπαγεωργίου συγχαίρει τὰ πλήθη διὰ τὴν ἐκδήλωσιν τοῦ ἀκραιφνοῦς αὐτῶν ἐνθουσιασμοῦ. bbox=[349, 255, 560, 295]
headline-egkainia: ΤΑ ΕΓΚΑΙΝΙΑ bbox=[372, 307, 537, 373]
paragraph: "Ἤλθον καὶ ζητοῦν ἀπὸ τοῦ Ἀγγελοπούλου ἐπικορεία, γιατὶ δὲν ἔχουν ἀυθρώπους γιὰ διαδήλωσι. bbox=[133, 1003, 332, 1043]
paragraph: — Ἀγγελόπουλος. bbox=[361, 723, 457, 736]
paragraph: — Οὐδουουουουου. bbox=[145, 1075, 248, 1087]
paragraph: — Ζήτω τὸ κορδόνι ἐφώνουν. bbox=[361, 692, 519, 705]
paragraph: Ὁμιλεῖ περὶ τῆς ὑδρεύσεως τῶν Ἀθηνῶν, περὶ τῆς καθαριότητος τῶν ὁδῶν τῆς πόλεως καὶ περὶ τοῦ Δημοτικοῦ Ταμείου Πειραιῶς. bbox=[349, 1312, 560, 1365]
section-title: ΔΙΑΦΟΡΑ ΕΠΕΙΣΟΔΙΑ bbox=[1322, 294, 1496, 313]
paragraph: — Ἐγὼ δὲν μπορῶ παρὰ νὰ σᾶς πῶ τὴν ἀλήθειαν, λέγει ὁ μάρτυς. bbox=[1311, 686, 1507, 713]
news-body bbox=[827, 420, 1058, 531]
paragraph: Ἐκεῖ συγκεντρώνεται καὶ πλῆθος περιέργων ὅπως ἀκούσῃ τὸν λόγον τοῦ κ. Δηλιγιάννη. bbox=[577, 349, 810, 389]
paragraph: Εἶτα ὁ κ. Ἀγγελόπουλος ἐπιδεικνύει ὅτι ἡ παράταξις αὐτοῦ θὰ ἔχει περιφανῆ νίκην καὶ ὅτι ὁ λαὸς θὰ δικαιώσῃ τὴν ἀλήθειαν. bbox=[349, 1185, 560, 1239]
trial-body bbox=[1311, 357, 1507, 565]
paragraph: Τὴν προσεχῆ ἑβδομάδα ἀναλαμβάνει τὰ καθήκοντά του ὡς διευθυντὴς τῆς ἀστυνομίας ὁ ἀντισυνταγματάρχης τοῦ πυροβολικοῦ κ. Κ. Βαλέτας. bbox=[1075, 490, 1294, 544]
paragraph: Πωλεῖται εἰς ὅλα τὰ καλὰ παντοπωλεῖα 1,20 τὸ πακέτον ἑνὸς χιλιογρ. μὲ ὁδηγίαν. bbox=[133, 1864, 332, 1904]
news-title: ΤΟ ΠΡΩΤΟΝ ΕΚΛΟΓΙΚΟΝ ΑΙΜΑ bbox=[827, 1006, 1058, 1028]
paragraph: — Κάτω οἱ συμφέροντες! bbox=[361, 1170, 496, 1183]
paragraph: νικούς! bbox=[145, 245, 186, 258]
paragraph: «Ἐγὼ ὑπηρετῶ ὡς κλητὴρ ἐπὶ 11 ἔτη. Μίαν ἡμέραν μὲ ἐκάλεσεν ὁ κ. Γενισέρλης καὶ μὲ ἔβρισε ἐνώπιον ἄλλων. bbox=[1311, 630, 1507, 683]
paragraph: ΚΩΝΠΟΛΙΣ, 14 Αὐγούστου. — Ἐν διακοινώσει ἀπευθυνομένη πρὸς τὰς Δυνάμεις ἡ Πύλη διαμαρτύρεται ἐντόνως διὰ τὰς διαπραχθείσας ὁμοιότητας ὑπὸ τῶν συμμοριῶν τῶν κομιτατζήδων. bbox=[827, 419, 1058, 487]
paragraph: Ἀναφέρει ὅτι ἡ ἐκλογὴ αὕτη θὰ εἶνε ὁ θρίαμβος τοῦ κόμματος καὶ τῆς δημοτικῆς παρατάξεως. bbox=[577, 660, 810, 700]
paragraph: Πρὸ τοῦ ὑπουργείου τῶν Οἰκονομικῶν οἱ bbox=[349, 1851, 560, 1877]
paragraph: — Νὰ τοὺς στείλουμε μερικὰ παιδιὰ καμπίσιους. bbox=[133, 1045, 332, 1072]
paragraph: Τοὺς διαδηλωτὰς ὑποδέχονται οἱ ἐν τῇ οἰκίᾳ τοῦ κ. Μερκούρη μὲ ἀτελευτήτων ἀριθμῶν ρουκετῶν βρουμέγκων εἰς τὸν ἀέρα μετὰ πατάγου καὶ σειρῶν ποικιλοχρώμων βεγγαλικῶν φώτων. bbox=[133, 746, 332, 827]
paragraph: Μάρτυς. Ὄχι, οὐδέποτε. bbox=[1323, 779, 1453, 791]
column-4 bbox=[819, 150, 1067, 2170]
paragraph: — Ζήτω ὁ Δηλιγιάννης. bbox=[589, 1147, 716, 1160]
paragraph: — Λόγο! bbox=[361, 1560, 406, 1573]
paragraph: — Μερκούρρος! bbox=[145, 1340, 230, 1353]
paragraph: Βέβαιος κατὰ Κυριακὴν θὰ ἀνακοινοῖ εἰς τοὺς καταλόγους δύο ἐκ τῶν ἐνδεεστέρων τάξεων. bbox=[1075, 1200, 1294, 1240]
ad-sub-dessenie: 4—ΛΕΩΦΟΡΟΣ ΠΑΝΕΠΙΣΤΗΜΙΟΥ—4 bbox=[166, 1989, 299, 2016]
news-title: ΤΑ ΕΚΛΟΓΙΚΑ ΕΝ ΑΘΗΝΑΙΣ bbox=[827, 537, 1058, 559]
col2-top bbox=[349, 156, 560, 296]
news-body bbox=[1075, 1319, 1294, 1403]
paragraph: Περὶ τὴν 10 καὶ 15′ τῆς νυκτὸς ὅτε ἡ διαδήλωσις τοῦ κ. Ἀγγελοπούλου ἐξεκίνησε διὰ τῶν κεντρικῶν ὁδῶν τῆς πόλεως. bbox=[349, 1695, 560, 1749]
paragraph: — Μερκούρρος!! bbox=[839, 679, 929, 692]
divider bbox=[133, 2062, 332, 2063]
news-body bbox=[1075, 391, 1294, 445]
paragraph: Une institutrice Anglaise enseignant aussi le Français désire (d) quelle famille pour Egypte. S'adresser au Bureau du journal. bbox=[577, 1554, 810, 1603]
paragraph: — Ἀγγελοκορδόκορος. bbox=[361, 708, 481, 721]
paragraph: Τὰ πλήθη ζητωκραυγάζουν. bbox=[361, 1645, 510, 1658]
news-title: Η ΑΠΑΓΩΓΗ ΤΩΝ ΚΑΛΑΒΡΥΤΩΝ bbox=[1075, 709, 1294, 731]
paragraph: — Νὰ μᾶς ζήσῃ ὁ Γέρος, ἐφώναζον. bbox=[361, 838, 553, 851]
paragraph: Ἐν τῷ μεταξὺ ἀκούονται φωναὶ ἀπὸ τοῦ ἔξωθεν τῆς οἰκίας τοῦ κ. Δηλιγιάννη. bbox=[577, 469, 810, 496]
notice-title: ΓΝΩΣΤΟΠΟΙΗΣΙΣ bbox=[613, 1453, 774, 1473]
paragraph: — Ζήτω ὁ Δηλιγιάννης. bbox=[589, 557, 716, 570]
paragraph: — Ζήτω τὸ Κορδόνι! bbox=[145, 1356, 255, 1369]
eranoi-subtitle-3: ΤΙ ΜΑΣ ΕΙΠΕΝ Ο κ. Γ. ΣΤΡΕΙΤ bbox=[1104, 912, 1265, 924]
paragraph: Ὁ κ. Λέκκας ἀναγκάζεται νὰ προσφωνήσῃ τὸ πλῆθος καὶ λέγει ὅτι θὰ εἶνε πάντοτε εὐτυχὴς ἐὰν ἡ πρωτεύουσα ἀποκτήσῃ ἄξιον Δήμαρχον. bbox=[349, 1575, 560, 1643]
col3-body-1 bbox=[577, 280, 810, 420]
paragraph: Προηγοῦνται αἱ σημαῖαι καὶ αἱ μουσικαὶ τῶν συνοικιῶν. bbox=[349, 1752, 560, 1778]
paragraph: — Ναί, ναί, φωνάζουν τὰ πλήθη. bbox=[361, 1154, 538, 1167]
news-subhead: Ἐπὶ μικρὸν χάσιμον σύρραξις.—Ἡ ἀνατάστασις τῶν Χαυτείων bbox=[831, 563, 1054, 591]
col1-low bbox=[133, 1127, 332, 1598]
paragraph: Κατὰ τὰς πληροφορίας τοῦ ἡμετέρου ὑπουργείου ὁ Ἀγγλικὸς στόλος τῆς Μεσογείου θὰ καταπλεύσῃ εἰς Πειραιᾶ κατὰ τὰς ἀρχὰς Σεπτεμβρίου. bbox=[827, 1323, 1058, 1377]
col2-body-3 bbox=[349, 1502, 560, 1660]
col3-subhead-4: Πρέπει νὰ ἀφήσωμεν ἐλευθέρους τοὺς πολίτας νὰ ἐκλέξουν τοὺς ἄρχοντας αὐτῶν bbox=[578, 899, 809, 941]
col3-subhead-3: Οἱ λόγοι τοῦ κ. Δηλιγιάννη bbox=[598, 705, 789, 720]
